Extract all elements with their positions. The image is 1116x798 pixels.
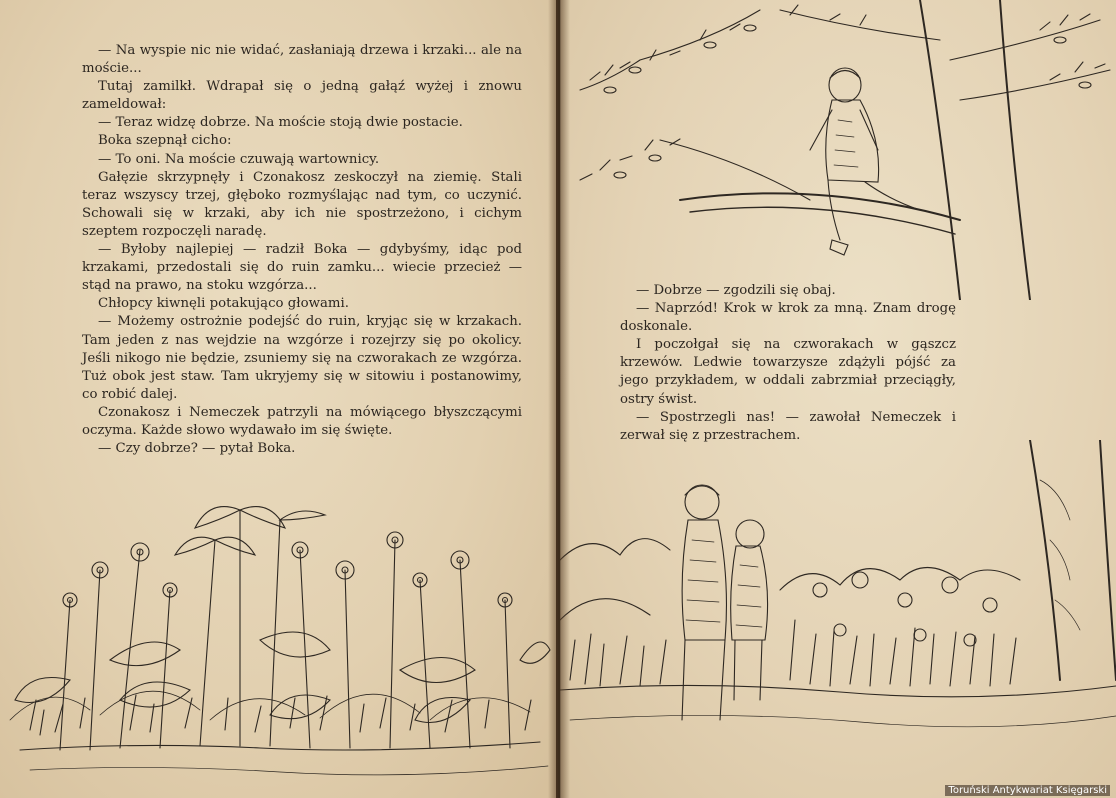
paragraph: — Naprzód! Krok w krok za mną. Znam drogę doskonale. [620,301,956,335]
paragraph: I poczołgał się na czworakach w gąszcz krzewów. Ledwie towarzysze zdążyli pójść za jego przykładem, w oddali zabrzmiał przeciągły, ostry świst. [620,337,956,407]
paragraph: — Czy dobrze? — pytał Boka. [98,441,296,457]
paragraph: — Teraz widzę dobrze. Na moście stoją dwie postacie. [98,115,463,131]
left-page [0,0,556,798]
paragraph: — To oni. Na moście czuwają wartownicy. [98,151,380,167]
paragraph: Czonakosz i Nemeczek patrzyli na mówiącego błyszczącymi oczyma. Każde słowo wydawało im się święte. [82,404,522,438]
paragraph: Boka szepnął cicho: [98,133,232,149]
paragraph: — Byłoby najlepiej — radził Boka — gdybyśmy, idąc pod krzakami, przedostali się do ruin zamku... wiecie przecież — stąd na prawo, na stoku wzgórza... [82,242,522,294]
paragraph: Tutaj zamilkł. Wdrapał się o jedną gałąź wyżej i znowu zameldował: [82,79,522,113]
left-page-text [82,42,522,458]
paragraph: — Możemy ostrożnie podejść do ruin, kryjąc się w krzakach. Tam jeden z nas wejdzie na wzgórze i rozejrzy się po okolicy. Jeśli nikogo nie będzie, zsuniemy się na czworakach ze wzgórza. Tuż obok jest staw. Tam ukryjemy się w sitowiu i postanowimy, co robić dalej. [82,314,522,402]
paragraph: — Na wyspie nic nie widać, zasłaniają drzewa i krzaki... ale na moście... [82,43,522,77]
tree-climber-illustration [560,0,1116,300]
paragraph: — Dobrze — zgodzili się obaj. [636,283,836,298]
paragraph: Chłopcy kiwnęli potakująco głowami. [98,296,349,312]
paragraph: Gałęzie skrzypnęły i Czonakosz zeskoczył na ziemię. Stali teraz wszyscy trzej, głęboko rozmyślając nad tym, co uczynić. Schowali się w krzaki, aby ich nie spostrzeżono, i cichym szeptem rozpoczęli naradę. [82,169,522,239]
watermark: Toruński Antykwariat Księgarski [945,785,1110,796]
right-page-text [620,282,956,445]
two-boys-illustration [560,440,1116,798]
paragraph: — Spostrzegli nas! — zawołał Nemeczek i zerwał się z przestrachem. [620,409,956,443]
bushes-illustration [0,480,556,798]
right-page [560,0,1116,798]
book-gutter [548,0,570,798]
